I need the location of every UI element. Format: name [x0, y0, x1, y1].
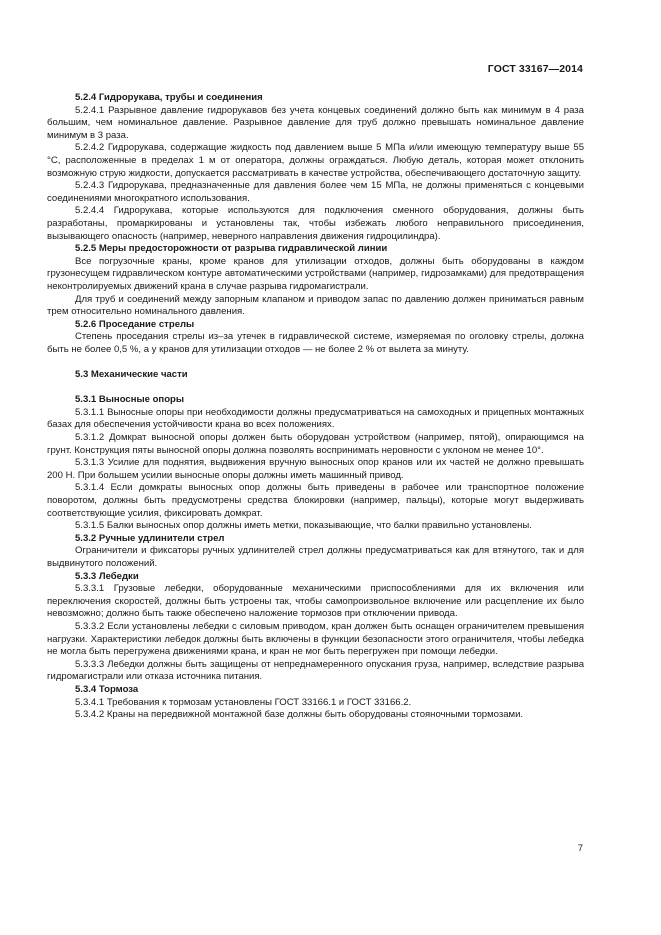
paragraph-5-3-1-5: 5.3.1.5 Балки выносных опор должны иметь метки, показывающие, что балки правильно установлены.: [75, 520, 532, 532]
section-heading-5-2-4: 5.2.4 Гидрорукава, трубы и соединения: [75, 92, 263, 103]
section-heading-5-2-5: 5.2.5 Меры предосторожности от разрыва гидравлической линии: [75, 243, 388, 255]
page-number: 7: [577, 843, 583, 854]
paragraph-5-3-1-4: 5.3.1.4 Если домкраты выносных опор должны быть приведены в рабочее или транспортное положение поворотом, должны быть предусмотрены средства блокировки (например, пальцы), которые могут выдерживать соответствующие усилия, фиксировать домкрат.: [47, 482, 584, 519]
section-heading-5-3-1: 5.3.1 Выносные опоры: [75, 394, 185, 406]
paragraph-5-3-1-2: 5.3.1.2 Домкрат выносной опоры должен быть оборудован устройством (например, пятой), опирающимся на грунт. Конструкция пяты выносной опоры должна позволять воспринимать неровности с уклоном не менее 10°.: [47, 432, 584, 456]
paragraph-5-2-5-b: Для труб и соединений между запорным клапаном и приводом запас по давлению должен приниматься равным трем относительно номинального давления.: [47, 293, 584, 318]
paragraph-5-3-4-1: 5.3.4.1 Требования к тормозам установлены ГОСТ 33166.1 и ГОСТ 33166.2.: [75, 696, 412, 708]
document-body: [47, 92, 584, 722]
paragraph-5-3-4-2: 5.3.4.2 Краны на передвижной монтажной базе должны быть оборудованы стояночными тормозами.: [75, 709, 524, 721]
paragraph-5-3-2: Ограничители и фиксаторы ручных удлинителей стрел должны предусматриваться как для втянутого, так и для выдвинутого положений.: [47, 545, 584, 569]
paragraph-5-3-1-1: 5.3.1.1 Выносные опоры при необходимости должны предусматриваться на самоходных и прицепных монтажных базах для обеспечения устойчивости крана во всех положениях.: [47, 406, 584, 431]
section-heading-5-3-2: 5.3.2 Ручные удлинители стрел: [75, 532, 225, 544]
paragraph-5-3-3-3: 5.3.3.3 Лебедки должны быть защищены от непреднамеренного опускания груза, например, вследствие разрыва гидромагистрали или отказа источника питания.: [47, 658, 584, 683]
paragraph-5-2-4-2: 5.2.4.2 Гидрорукава, содержащие жидкость под давлением выше 5 МПа и/или имеющую температуру выше 55 °C, расположенные в пределах 1 м от оператора, должны ограждаться. Любую деталь, которая может отклонить возможную струю жидкости, допускается рассматривать в качестве устройства, обеспечивающего достаточную защиту.: [47, 142, 584, 179]
section-heading-5-3: 5.3 Механические части: [75, 369, 188, 381]
section-heading-5-3-4: 5.3.4 Тормоза: [75, 683, 139, 695]
paragraph-5-2-4-4: 5.2.4.4 Гидрорукава, которые используются для подключения сменного оборудования, должны быть разработаны, промаркированы и установлены так, чтобы избежать любого неправильного присоединения, вызывающего опасность (например, неверного направления движения гидроцилиндра).: [47, 205, 584, 242]
paragraph-5-3-1-3: 5.3.1.3 Усилие для поднятия, выдвижения вручную выносных опор кранов или их частей не должно превышать 200 Н. При большем усилии выносные опоры должны иметь машинный привод.: [47, 457, 584, 481]
paragraph-5-3-3-1: 5.3.3.1 Грузовые лебедки, оборудованные механическими приспособлениями для их включения или переключения скоростей, должны быть устроены так, чтобы самопроизвольное включение или расцепление их было невозможно; должно быть также обеспечено наложение тормозов при отключении привода.: [47, 583, 584, 620]
section-heading-5-3-3: 5.3.3 Лебедки: [75, 570, 139, 582]
paragraph-5-2-5-a: Все погрузочные краны, кроме кранов для утилизации отходов, должны быть оборудованы в каждом грузонесущем гидравлическом контуре автоматическими устройствами (например, гидрозамками) для предотвращения неконтролируемых движений крана в случае разрыва гидромагистрали.: [47, 255, 584, 292]
paragraph-5-3-3-2: 5.3.3.2 Если установлены лебедки с силовым приводом, кран должен быть оснащен ограничителем превышения нагрузки. Характеристики лебедок должны быть включены в функции безопасности этого ограничителя, чтобы лебедка не могла быть перегружена движениями крана, и кран не мог быть перегружен при помощи лебедки.: [47, 620, 584, 658]
paragraph-5-2-6: Степень проседания стрелы из–за утечек в гидравлической системе, измеряемая по оголовку стрелы, должна быть не более 0,5 %, а у кранов для утилизации отходов — не более 2 % от вылета за минуту.: [47, 331, 584, 355]
paragraph-5-2-4-3: 5.2.4.3 Гидрорукава, предназначенные для давления более чем 15 МПа, не должны применяться с концевыми соединениями многократного использования.: [47, 180, 584, 204]
standard-number: ГОСТ 33167—2014: [487, 63, 583, 75]
paragraph-5-2-4-1: 5.2.4.1 Разрывное давление гидрорукавов без учета концевых соединений должно быть как минимум в 4 раза большим, чем номинальное давление. Разрывное давление для труб должно превышать номинальное давление минимум в 3 раза.: [47, 104, 584, 141]
section-heading-5-2-6: 5.2.6 Проседание стрелы: [75, 318, 195, 330]
